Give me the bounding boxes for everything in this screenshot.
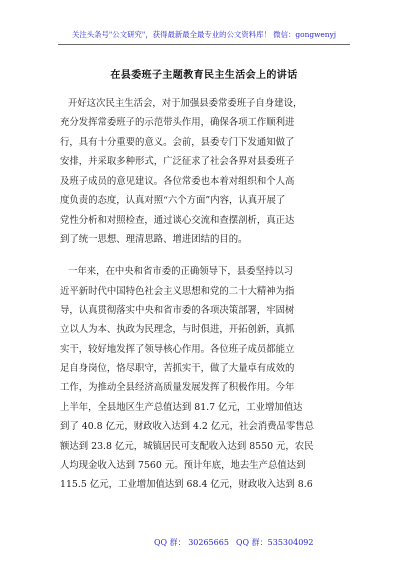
body-line: 开好这次民主生活会，对于加强县委常委班子自身建设，: [68, 98, 303, 109]
body-line: 安排，并采取多种形式，广泛征求了社会各界对县委班子: [60, 156, 295, 167]
body-line: 上半年，全县地区生产总值达到 81.7 亿元，工业增加值达: [60, 402, 303, 413]
body-line: 导，认真贯彻落实中央和省市委的各项决策部署，牢固树: [60, 305, 295, 316]
body-line: 到了统一思想、理清思路、增进团结的目的。: [60, 234, 248, 245]
body-line: 工作，为推动全县经济高质量发展发挥了积极作用。今年: [60, 382, 295, 393]
header-divider: [58, 44, 350, 45]
body-line: 近平新时代中国特色社会主义思想和党的二十大精神为指: [60, 286, 295, 297]
body-line: 党性分析和对照检查，通过谈心交流和查摆剖析，真正达: [60, 215, 295, 226]
footer-contact: [0, 537, 408, 549]
body-line: 人均现金收入达到 7560 元。预计年底，地去生产总值达到: [60, 460, 306, 471]
body-line: 实干，较好地发挥了领导核心作用。各位班子成员都能立: [60, 344, 295, 355]
body-line: 到了 40.8 亿元，财政收入达到 4.2 亿元，社会消费品零售总: [60, 421, 314, 432]
body-line: 一年来，在中央和省市委的正确领导下，县委坚持以习: [68, 266, 294, 277]
body-line: 立以人为本、执政为民理念，与时俱进，开拓创新，真抓: [60, 324, 295, 335]
body-line: 足自身岗位，恪尽职守，苦抓实干，做了大量卓有成效的: [60, 363, 295, 374]
document-title: 在县委班子主题教育民主生活会上的讲话: [110, 70, 298, 81]
body-line: 及班子成员的意见建议。各位常委也本着对组织和个人高: [60, 176, 295, 187]
body-line: 度负责的态度，认真对照“六个方面”内容，认真开展了: [60, 195, 286, 206]
footer-qq-group-2: QQ 群：535304092: [236, 538, 314, 547]
body-line: 行，具有十分重要的意义。会前，县委专门下发通知做了: [60, 137, 295, 148]
footer-qq-group-1: QQ 群： 30265665: [154, 538, 229, 547]
header-promo-note: 关注头条号"公文研究"，获得最新最全最专业的公文资料库！ 微信：gongwenyj: [71, 30, 337, 39]
body-line: 额达到 23.8 亿元，城镇居民可支配收入达到 8550 元，农民: [60, 441, 314, 452]
body-line: 充分发挥常委班子的示范带头作用，确保各项工作顺利进: [60, 117, 295, 128]
body-line: 115.5 亿元，工业增加值达到 68.4 亿元，财政收入达到 8.6: [60, 479, 313, 490]
